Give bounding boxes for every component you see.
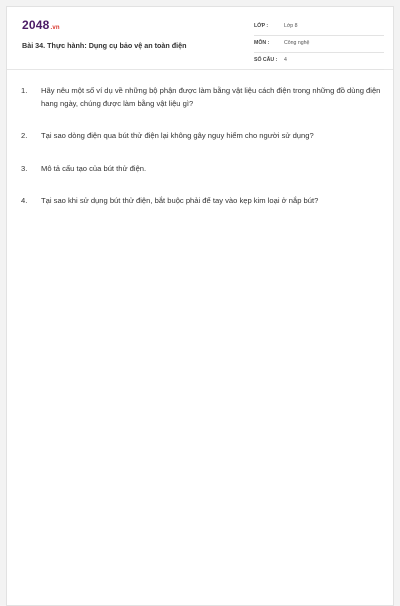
question-number: 3.: [21, 163, 28, 173]
question-item: [21, 163, 381, 176]
question-text: Mô tả cấu tạo của bút thử điện.: [41, 163, 147, 173]
worksheet-header: [7, 7, 393, 70]
question-item: [21, 130, 381, 143]
worksheet-meta: [254, 21, 384, 72]
question-number: 2.: [21, 131, 28, 140]
meta-label-question-count: SỐ CÂU :: [254, 57, 278, 63]
logo-number: 2048: [22, 18, 50, 32]
meta-row-class: [254, 21, 384, 36]
question-number: 1.: [21, 86, 28, 95]
question-text: Tại sao khi sử dụng bút thử điện, bắt buộc phải để tay vào kẹp kim loại ở nắp bút?: [41, 196, 319, 205]
question-number: 4.: [21, 196, 28, 205]
question-text: Tại sao dòng điện qua bút thử điện lại không gây nguy hiểm cho người sử dụng?: [41, 131, 314, 140]
meta-label-class: LỚP :: [254, 23, 269, 29]
lesson-title: Bài 34. Thực hành: Dụng cụ bảo vệ an toàn điện: [22, 41, 187, 50]
question-item: [21, 85, 381, 110]
meta-row-subject: [254, 38, 384, 53]
meta-row-question-count: [254, 55, 384, 70]
question-text: Hãy nêu một số ví dụ về những bộ phận được làm bằng vật liệu cách điện trong những đồ dùng điện hang ngày, chúng được làm bằng vật liệu gì?: [41, 86, 381, 108]
meta-value-subject: Công nghệ: [284, 40, 310, 46]
meta-value-class: Lớp 8: [284, 23, 298, 29]
site-logo[interactable]: [22, 18, 60, 32]
logo-tld: .vn: [50, 25, 60, 31]
meta-value-question-count: 4: [284, 57, 287, 63]
meta-label-subject: MÔN :: [254, 40, 270, 46]
question-list: [21, 85, 381, 208]
question-item: [21, 195, 381, 208]
worksheet-page: [6, 6, 394, 606]
